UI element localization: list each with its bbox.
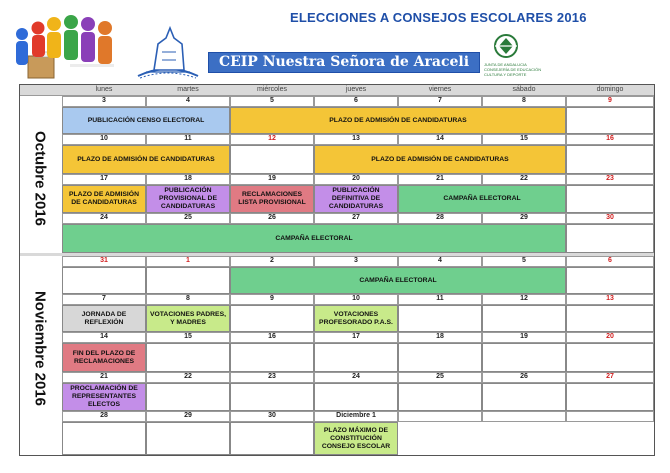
day-number: 8 (146, 294, 230, 305)
empty-cell (146, 383, 230, 411)
day-number: 5 (230, 96, 314, 107)
day-number: 15 (482, 134, 566, 145)
day-number: 26 (230, 213, 314, 224)
day-number: 28 (398, 213, 482, 224)
day-number: 19 (482, 332, 566, 343)
day-number: 10 (314, 294, 398, 305)
voters-illustration (10, 4, 125, 82)
day-number: 20 (314, 174, 398, 185)
empty-cell (566, 145, 654, 174)
day-number: 2 (230, 256, 314, 267)
event-plazo-admision: PLAZO DE ADMISIÓN DE CANDIDATURAS (314, 145, 566, 174)
event-campana-electoral: CAMPAÑA ELECTORAL (230, 267, 566, 294)
day-number: 29 (482, 213, 566, 224)
empty-cell (230, 422, 314, 455)
day-number-december: Diciembre 1 (314, 411, 398, 422)
event-publicacion-censo: PUBLICACIÓN CENSO ELECTORAL (62, 107, 230, 134)
day-number-sunday: 16 (566, 134, 654, 145)
day-number: 14 (398, 134, 482, 145)
empty-cell (398, 343, 482, 372)
day-number: 3 (62, 96, 146, 107)
day-number-sunday: 13 (566, 294, 654, 305)
day-number-sunday: 23 (566, 174, 654, 185)
empty-cell (230, 383, 314, 411)
day-number-sunday: 30 (566, 213, 654, 224)
weekday-lunes: lunes (95, 86, 113, 93)
empty-cell (146, 267, 230, 294)
school-tower-logo (132, 22, 204, 82)
day-number-holiday: 12 (230, 134, 314, 145)
day-number: 3 (314, 256, 398, 267)
day-number: 21 (398, 174, 482, 185)
empty-cell (62, 422, 146, 455)
empty-cell (566, 267, 654, 294)
day-number: 11 (146, 134, 230, 145)
day-number: 23 (230, 372, 314, 383)
day-number: 14 (62, 332, 146, 343)
day-number: 12 (482, 294, 566, 305)
empty-cell (566, 185, 654, 213)
day-number: 8 (482, 96, 566, 107)
empty-cell (230, 305, 314, 332)
page-title: ELECCIONES A CONSEJOS ESCOLARES 2016 (290, 10, 587, 25)
day-number: 17 (314, 332, 398, 343)
day-number: 18 (146, 174, 230, 185)
empty-cell (482, 305, 566, 332)
day-number (566, 411, 654, 422)
day-number-sunday: 9 (566, 96, 654, 107)
junta-caption (484, 62, 554, 77)
event-plazo-admision: PLAZO DE ADMISIÓN DE CANDIDATURAS (62, 185, 146, 213)
empty-cell (566, 107, 654, 134)
empty-cell (62, 267, 146, 294)
empty-cell (566, 343, 654, 372)
day-number: 22 (146, 372, 230, 383)
junta-line: CONSEJERÍA DE EDUCACIÓN (484, 67, 542, 72)
day-number: 11 (398, 294, 482, 305)
event-reclamaciones-lista: RECLAMACIONES LISTA PROVISIONAL (230, 185, 314, 213)
day-number-holiday: 31 (62, 256, 146, 267)
empty-cell (230, 145, 314, 174)
empty-cell (566, 224, 654, 253)
day-number: 6 (314, 96, 398, 107)
day-number: 10 (62, 134, 146, 145)
month-label-october: Octubre 2016 (31, 130, 49, 227)
day-number-sunday: 27 (566, 372, 654, 383)
empty-cell (398, 383, 482, 411)
day-number: 24 (314, 372, 398, 383)
empty-cell (146, 343, 230, 372)
event-campana-electoral: CAMPAÑA ELECTORAL (62, 224, 566, 253)
event-proclamacion: PROCLAMACIÓN DE REPRESENTANTES ELECTOS (62, 383, 146, 411)
event-votaciones-profesorado: VOTACIONES PROFESORADO P.A.S. (314, 305, 398, 332)
weekday-sabado: sábado (512, 86, 536, 93)
header (0, 0, 670, 84)
empty-cell (566, 383, 654, 411)
weekday-jueves: jueves (345, 86, 367, 93)
empty-cell (482, 343, 566, 372)
event-publicacion-definitiva: PUBLICACIÓN DEFINITIVA DE CANDIDATURAS (314, 185, 398, 213)
day-number: 29 (146, 411, 230, 422)
event-plazo-admision: PLAZO DE ADMISIÓN DE CANDIDATURAS (230, 107, 566, 134)
day-number-sunday: 6 (566, 256, 654, 267)
day-number: 4 (146, 96, 230, 107)
event-plazo-maximo: PLAZO MÁXIMO DE CONSTITUCIÓN CONSEJO ESCOLAR (314, 422, 398, 455)
day-number: 26 (482, 372, 566, 383)
day-number: 16 (230, 332, 314, 343)
day-number: 15 (146, 332, 230, 343)
day-number (398, 411, 482, 422)
empty-cell (314, 343, 398, 372)
weekday-domingo: domingo (596, 86, 624, 93)
day-number: 25 (146, 213, 230, 224)
weekday-miercoles: miércoles (257, 86, 287, 93)
day-number: 27 (314, 213, 398, 224)
day-number: 30 (230, 411, 314, 422)
day-number: 9 (230, 294, 314, 305)
day-number: 18 (398, 332, 482, 343)
empty-cell (566, 305, 654, 332)
event-votaciones-padres: VOTACIONES PADRES, Y MADRES (146, 305, 230, 332)
day-number: 28 (62, 411, 146, 422)
event-plazo-admision: PLAZO DE ADMISIÓN DE CANDIDATURAS (62, 145, 230, 174)
day-number: 4 (398, 256, 482, 267)
month-label-november: Noviembre 2016 (31, 290, 49, 407)
event-campana-electoral: CAMPAÑA ELECTORAL (398, 185, 566, 213)
event-fin-reclamaciones: FIN DEL PLAZO DE RECLAMACIONES (62, 343, 146, 372)
day-number: 19 (230, 174, 314, 185)
day-number: 21 (62, 372, 146, 383)
day-number-sunday: 20 (566, 332, 654, 343)
junta-line: CULTURA Y DEPORTE (484, 72, 527, 77)
day-number: 25 (398, 372, 482, 383)
day-number: 24 (62, 213, 146, 224)
day-number: 17 (62, 174, 146, 185)
day-number: 5 (482, 256, 566, 267)
empty-cell (230, 343, 314, 372)
empty-cell (146, 422, 230, 455)
day-number: 7 (398, 96, 482, 107)
empty-cell (314, 383, 398, 411)
event-publicacion-provisional: PUBLICACIÓN PROVISIONAL DE CANDIDATURAS (146, 185, 230, 213)
weekday-martes: martes (177, 86, 199, 93)
junta-line: JUNTA DE ANDALUCIA (484, 62, 527, 67)
empty-cell (482, 383, 566, 411)
day-number: 22 (482, 174, 566, 185)
day-number: 13 (314, 134, 398, 145)
event-jornada-reflexion: JORNADA DE REFLEXIÓN (62, 305, 146, 332)
day-number: 7 (62, 294, 146, 305)
empty-cell (398, 305, 482, 332)
calendar-grid (19, 84, 655, 456)
day-number-holiday: 1 (146, 256, 230, 267)
school-name-banner: CEIP Nuestra Señora de Araceli (208, 52, 480, 73)
day-number (482, 411, 566, 422)
weekday-viernes: viernes (428, 86, 452, 93)
